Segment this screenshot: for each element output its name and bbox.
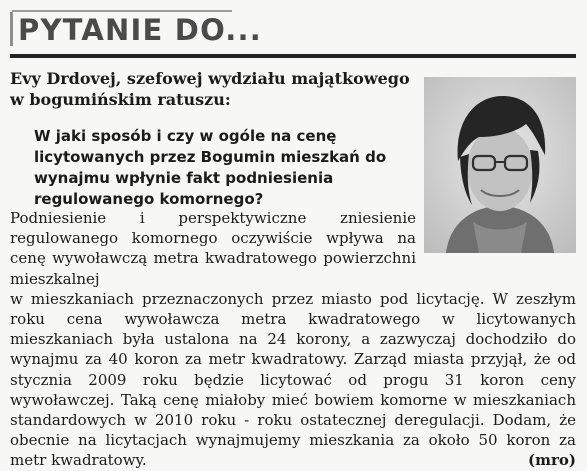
section-rule [10, 54, 576, 58]
header-left-bar [10, 12, 13, 46]
author-signature: (mro) [528, 451, 576, 470]
answer-paragraph-main [10, 289, 576, 471]
interviewee-line: Evy Drdovej, szefowej wydziału majątkowego w bogumińskim ratuszu: [10, 69, 410, 109]
answer-paragraph-top: Podniesienie i perspektywiczne zniesienie regulowanego komornego oczywiście wpływa na cenę wywoławczą metra kwadratowego powierzchni mieszkalnej [10, 209, 416, 288]
question-text: W jaki sposób i czy w ogóle na cenę licytowanych przez Bogumin mieszkań do wynajmu wpłynie fakt podniesienia regulowanego komornego? [34, 127, 387, 208]
answer-body [10, 208, 576, 471]
answer-main-text: w mieszkaniach przeznaczonych przez miasto pod licytację. W zeszłym roku cena wywoławcza metra kwadratowego w licytowanych mieszkaniach była ustalona na 24 korony, a zazwyczaj dochodziło do wynajmu za 40 koron za metr kwadratowy. Zarząd miasta przyjął, że od stycznia 2009 roku będzie licytować od progu 31 koron ceny wywoławczej. Taką cenę miałoby mieć bowiem komorne w mieszkaniach standardowych w 2010 roku - roku ostatecznej deregulacji. Dodam, że obecnie na licytacjach wynajmujemy mieszkania za około 50 koron za metr kwadratowy. [10, 289, 576, 470]
section-title: PYTANIE DO... [18, 13, 262, 47]
header-top-line [12, 10, 232, 12]
